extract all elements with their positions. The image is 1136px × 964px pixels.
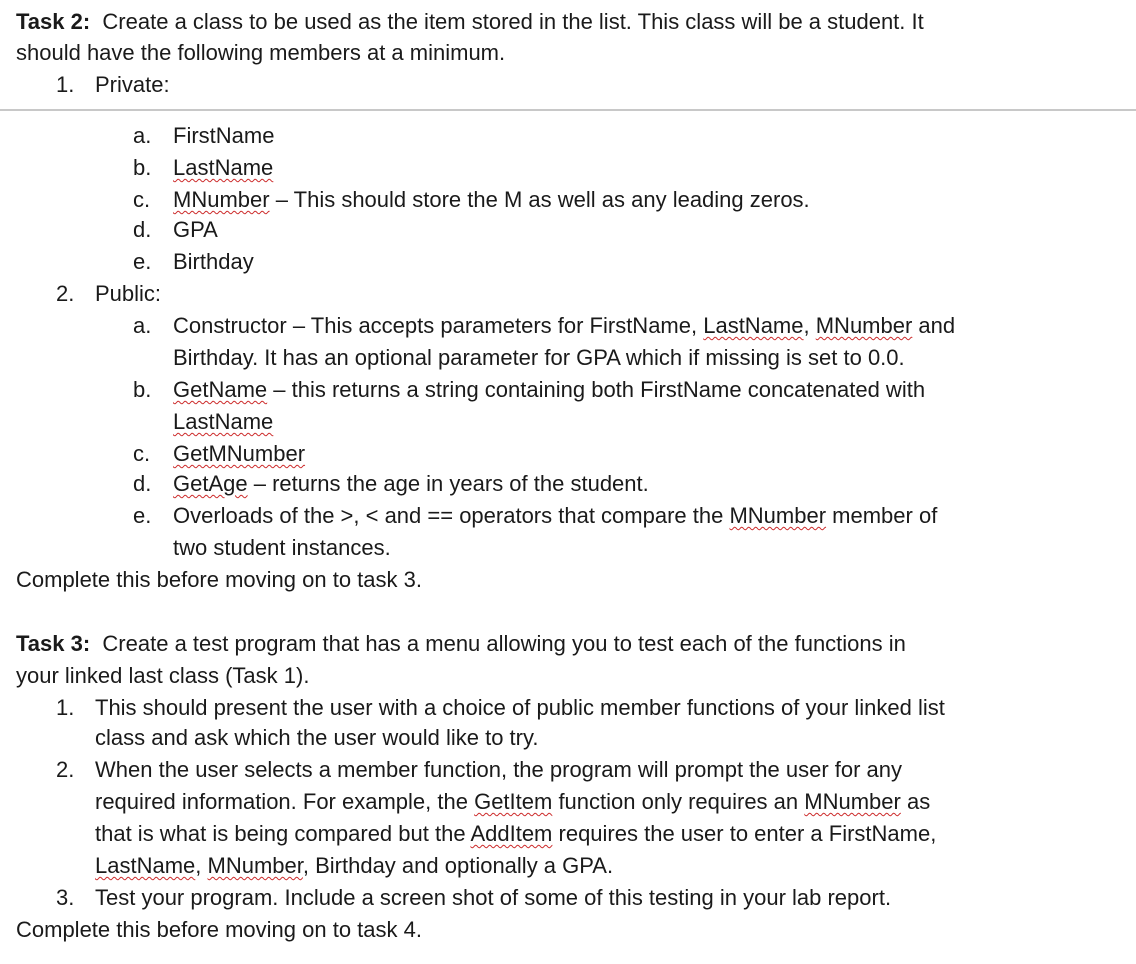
task2-intro-text: Create a class to be used as the item stored in the list. This class will be a student. It: [102, 9, 924, 34]
public-number: 2.: [56, 281, 75, 306]
private-item-marker: c.: [133, 187, 151, 212]
task3-intro-line1: [16, 629, 906, 659]
text-run: required information. For example, the: [95, 789, 475, 814]
private-item-mnumber: [173, 185, 810, 215]
task3-intro-text: Create a test program that has a menu allowing you to test each of the functions in: [102, 631, 906, 656]
public-item-marker: e.: [133, 503, 152, 528]
text-run: as: [900, 789, 931, 814]
page-divider: [0, 109, 1136, 111]
private-number: 1.: [56, 72, 75, 97]
private-item-marker: d.: [133, 217, 152, 242]
task3-complete-note: Complete this before moving on to task 4.: [16, 917, 422, 942]
private-item-birthday: Birthday: [173, 249, 254, 274]
spellcheck-word: MNumber: [173, 187, 270, 212]
public-item-marker: d.: [133, 471, 152, 496]
task3-item1-line1: This should present the user with a choice of public member functions of your linked list: [95, 695, 945, 720]
spellcheck-word: GetName: [173, 377, 268, 402]
private-item-lastname: [173, 153, 273, 183]
private-label: Private:: [95, 72, 170, 97]
task3-item-number: 2.: [56, 757, 75, 782]
spellcheck-word: AddItem: [470, 821, 553, 846]
task3-item2-line2: [95, 787, 930, 817]
task3-item2-line3: [95, 819, 936, 849]
text-run: – this returns a string containing both FirstName concatenated with: [267, 377, 926, 402]
text-run: ,: [803, 313, 816, 338]
public-label: Public:: [95, 281, 162, 306]
private-item-marker: b.: [133, 155, 152, 180]
text-run: requires the user to enter a FirstName,: [552, 821, 937, 846]
task3-item3-line1: Test your program. Include a screen shot of some of this testing in your lab report.: [95, 885, 892, 910]
public-item-overloads-line2: two student instances.: [173, 535, 391, 560]
task3-item2-line1: When the user selects a member function, the program will prompt the user for any: [95, 757, 903, 782]
task3-item1-line2: class and ask which the user would like to try.: [95, 725, 539, 750]
private-item-firstname: FirstName: [173, 123, 275, 148]
public-item-marker: c.: [133, 441, 151, 466]
text-run: Overloads of the >, < and == operators that compare the: [173, 503, 730, 528]
text-run: member of: [826, 503, 938, 528]
task2-intro-line2: should have the following members at a minimum.: [16, 40, 506, 65]
task2-heading: Task 2:: [16, 9, 91, 34]
public-item-getname-line2: [173, 407, 273, 437]
text-run: and: [912, 313, 956, 338]
spellcheck-word: MNumber: [729, 503, 827, 528]
text-run: , Birthday and optionally a GPA.: [302, 853, 614, 878]
spellcheck-word: GetAge: [173, 471, 248, 496]
spellcheck-word: MNumber: [804, 789, 901, 814]
private-item-marker: e.: [133, 249, 152, 274]
task2-intro-line1: [16, 7, 924, 37]
public-item-overloads-line1: [173, 501, 937, 531]
spellcheck-word: LastName: [703, 313, 804, 338]
task3-heading: Task 3:: [16, 631, 91, 656]
private-item-marker: a.: [133, 123, 152, 148]
spellcheck-word: GetItem: [474, 789, 553, 814]
text-run: ,: [195, 853, 208, 878]
task3-item-number: 1.: [56, 695, 75, 720]
text-run: that is what is being compared but the: [95, 821, 471, 846]
spellcheck-word: MNumber: [815, 313, 913, 338]
public-item-constructor-line2: Birthday. It has an optional parameter for GPA which if missing is set to 0.0.: [173, 345, 905, 370]
spellcheck-word: GetMNumber: [173, 441, 306, 466]
task3-intro-line2: your linked last class (Task 1).: [16, 663, 310, 688]
public-item-getname-line1: [173, 375, 925, 405]
text-run: Constructor – This accepts parameters for FirstName,: [173, 313, 704, 338]
public-item-getage: [173, 469, 649, 499]
private-item-gpa: GPA: [173, 217, 218, 242]
task3-item-number: 3.: [56, 885, 75, 910]
text-run: function only requires an: [552, 789, 805, 814]
private-item-description: – This should store the M as well as any leading zeros.: [269, 187, 810, 212]
spellcheck-word: LastName: [173, 155, 274, 180]
public-item-marker: a.: [133, 313, 152, 338]
spellcheck-word: LastName: [173, 409, 274, 434]
public-item-marker: b.: [133, 377, 152, 402]
spellcheck-word: MNumber: [207, 853, 303, 878]
spellcheck-word: LastName: [95, 853, 196, 878]
task3-item2-line4: [95, 851, 613, 881]
text-run: – returns the age in years of the student.: [247, 471, 649, 496]
public-item-constructor-line1: [173, 311, 955, 341]
public-item-getmnumber: [173, 439, 305, 469]
task2-complete-note: Complete this before moving on to task 3.: [16, 567, 422, 592]
